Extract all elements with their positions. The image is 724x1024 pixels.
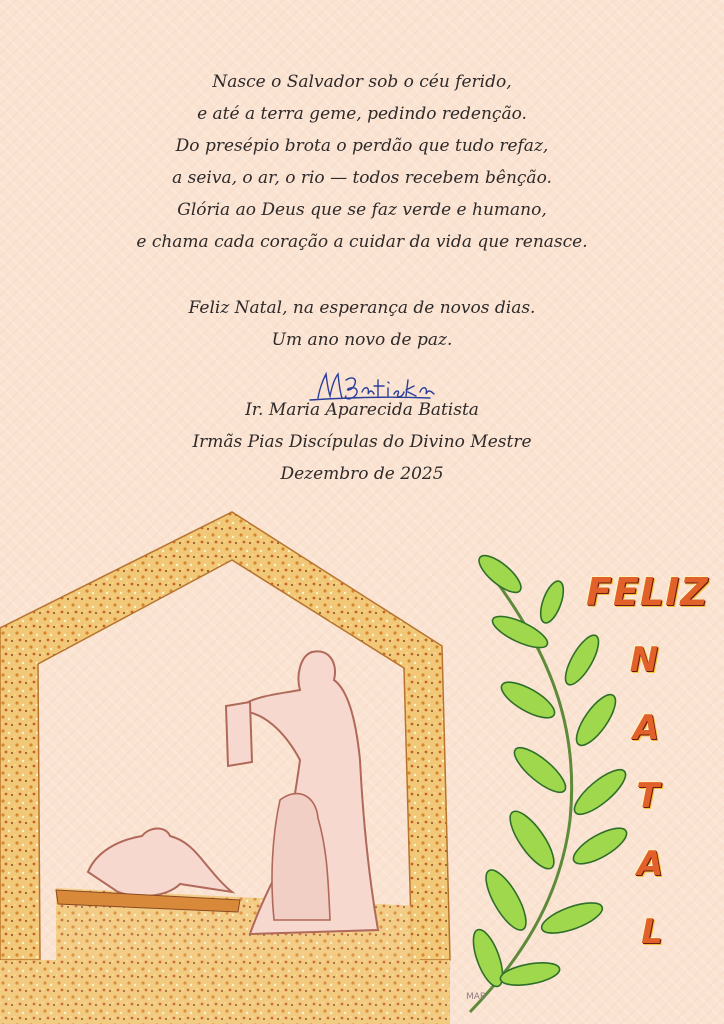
stable-frame bbox=[0, 512, 450, 1024]
artist-mark: MAB bbox=[466, 992, 487, 1002]
date-line: Dezembro de 2025 bbox=[280, 464, 444, 484]
poem-line: Do presépio brota o perdão que tudo refaz, bbox=[175, 136, 549, 156]
infant-figure bbox=[56, 829, 240, 913]
greeting-natal-letter: T bbox=[636, 776, 660, 816]
signature-block bbox=[0, 394, 724, 490]
wish-line: Feliz Natal, na esperança de novos dias. bbox=[188, 298, 536, 318]
greeting-natal-letter: L bbox=[641, 912, 663, 952]
greeting-natal-letter: A bbox=[632, 708, 660, 748]
poem-line: e até a terra geme, pedindo redenção. bbox=[197, 104, 527, 124]
poem-line: Nasce o Salvador sob o céu ferido, bbox=[212, 72, 512, 92]
greeting-natal-letter: N bbox=[629, 640, 659, 680]
greeting-natal-letter: A bbox=[636, 844, 664, 884]
greeting-feliz: FELIZ bbox=[586, 570, 709, 614]
wish-line: Um ano novo de paz. bbox=[271, 330, 453, 350]
poem-line: a seiva, o ar, o rio — todos recebem bênção. bbox=[172, 168, 552, 188]
congregation-name: Irmãs Pias Discípulas do Divino Mestre bbox=[192, 432, 532, 452]
signer-name: Ir. Maria Aparecida Batista bbox=[245, 400, 479, 420]
poem bbox=[0, 66, 724, 356]
leaf-branch bbox=[467, 550, 631, 1012]
poem-line: Glória ao Deus que se faz verde e humano, bbox=[177, 200, 547, 220]
poem-line: e chama cada coração a cuidar da vida que renasce. bbox=[136, 232, 588, 252]
kneeling-figure bbox=[226, 651, 378, 934]
